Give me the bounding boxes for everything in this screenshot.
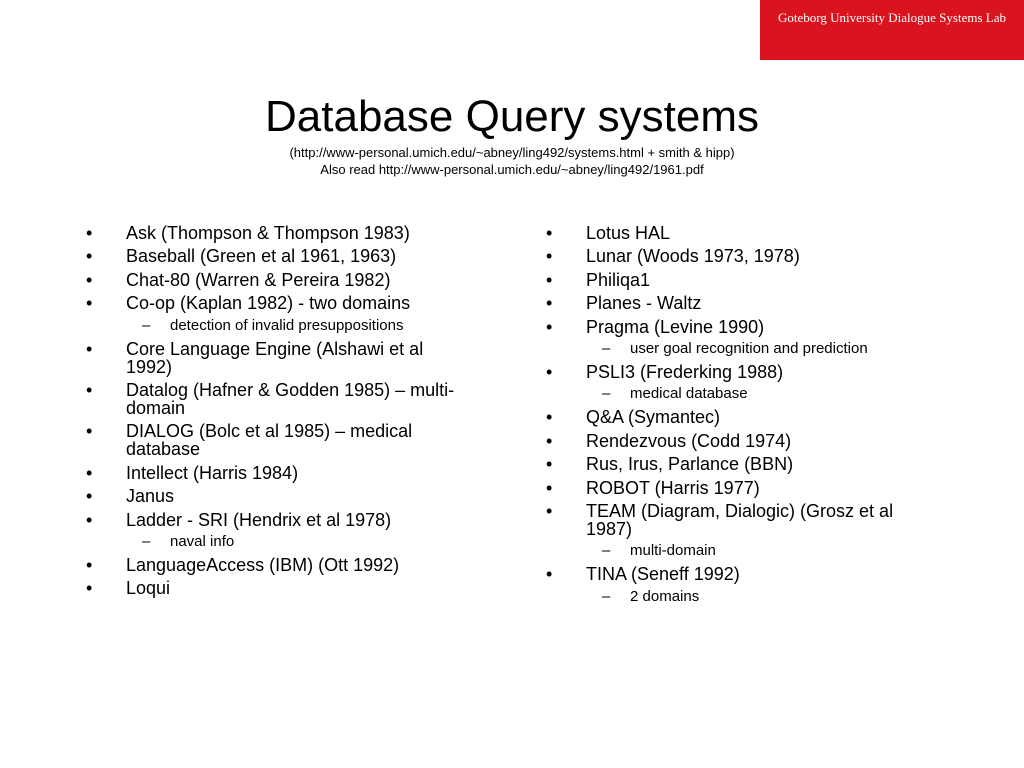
list-item (546, 479, 926, 497)
subtitle-line-1: (http://www-personal.umich.edu/~abney/ling492/systems.html + smith & hipp) (289, 145, 735, 160)
list-item-text: Planes - Waltz (586, 293, 702, 314)
sub-list-item (546, 589, 926, 605)
list-item (86, 294, 466, 312)
sub-list-item-text: naval info (170, 532, 235, 550)
sub-list-item (546, 386, 926, 402)
sub-list-item-text: 2 domains (630, 587, 700, 605)
bullet-icon: • (546, 361, 553, 382)
dash-icon: – (142, 316, 151, 334)
dash-icon: – (602, 587, 611, 605)
list-item-text: Rus, Irus, Parlance (BBN) (586, 454, 794, 475)
bullet-icon: • (86, 223, 93, 243)
list-item (546, 271, 926, 289)
list-item (86, 464, 466, 482)
bullet-icon: • (86, 421, 93, 442)
list-item-text: Chat-80 (Warren & Pereira 1982) (126, 269, 391, 290)
list-item (546, 363, 926, 381)
list-item (86, 271, 466, 289)
bullet-icon: • (546, 223, 553, 243)
list-item-text: Co-op (Kaplan 1982) - two domains (126, 293, 411, 314)
dash-icon: – (602, 542, 611, 560)
bullet-icon: • (546, 293, 553, 314)
list-item (546, 502, 926, 538)
list-item-text: Ladder - SRI (Hendrix et al 1978) (126, 509, 392, 530)
list-item (86, 579, 466, 597)
bullet-icon: • (86, 509, 93, 530)
list-item-text: Janus (126, 486, 175, 507)
bullet-icon: • (546, 477, 553, 498)
list-item (546, 224, 926, 242)
list-item (546, 408, 926, 426)
bullet-icon: • (546, 500, 553, 521)
list-item-text: Pragma (Levine 1990) (586, 316, 765, 337)
bullet-icon: • (86, 554, 93, 575)
bullet-icon: • (86, 578, 93, 599)
dash-icon: – (602, 385, 611, 403)
list-item (546, 432, 926, 450)
bullet-icon: • (546, 407, 553, 428)
list-item-text: Loqui (126, 578, 171, 599)
list-item (546, 318, 926, 336)
list-item-text: Lunar (Woods 1973, 1978) (586, 246, 800, 267)
bullet-icon: • (546, 564, 553, 585)
list-item (546, 565, 926, 583)
bullet-icon: • (546, 430, 553, 451)
list-item-text: Lotus HAL (586, 223, 671, 243)
bullet-icon: • (86, 293, 93, 314)
bullet-icon: • (86, 246, 93, 267)
list-item (546, 294, 926, 312)
list-item-text: Core Language Engine (Alshawi et al 1992) (126, 338, 424, 377)
bullet-icon: • (546, 246, 553, 267)
list-item-text: Rendezvous (Codd 1974) (586, 430, 792, 451)
list-item (86, 511, 466, 529)
slide-title: Database Query systems (265, 92, 759, 141)
list-item-text: TINA (Seneff 1992) (586, 564, 740, 585)
bullet-icon: • (86, 462, 93, 483)
list-item (546, 455, 926, 473)
sub-list-item (86, 318, 466, 334)
sub-list-item-text: user goal recognition and prediction (630, 339, 868, 357)
list-item (546, 247, 926, 265)
right-system-list (546, 224, 926, 611)
bullet-icon: • (86, 379, 93, 400)
sub-list-item (546, 543, 926, 559)
list-item (86, 224, 466, 242)
list-item-text: Philiqa1 (586, 269, 651, 290)
list-item-text: Ask (Thompson & Thompson 1983) (126, 223, 410, 243)
bullet-icon: • (546, 269, 553, 290)
list-item-text: DIALOG (Bolc et al 1985) – medical database (126, 421, 413, 460)
list-item-text: Datalog (Hafner & Godden 1985) – multi-domain (126, 379, 455, 418)
list-item (86, 487, 466, 505)
bullet-icon: • (546, 454, 553, 475)
lab-badge-text: Goteborg University Dialogue Systems Lab (778, 10, 1006, 25)
list-item (86, 422, 466, 458)
list-item (86, 556, 466, 574)
bullet-icon: • (546, 316, 553, 337)
list-item-text: TEAM (Diagram, Dialogic) (Grosz et al 1987) (586, 500, 894, 539)
list-item-text: Baseball (Green et al 1961, 1963) (126, 246, 397, 267)
bullet-icon: • (86, 338, 93, 359)
lab-badge (760, 0, 1024, 60)
dash-icon: – (602, 339, 611, 357)
left-system-list (86, 224, 466, 603)
subtitle-line-2: Also read http://www-personal.umich.edu/~abney/ling492/1961.pdf (320, 162, 704, 177)
list-item-text: LanguageAccess (IBM) (Ott 1992) (126, 554, 400, 575)
list-item-text: PSLI3 (Frederking 1988) (586, 361, 784, 382)
sub-list-item-text: multi-domain (630, 542, 716, 560)
list-item (86, 381, 466, 417)
sub-list-item (546, 341, 926, 357)
sub-list-item-text: medical database (630, 385, 748, 403)
sub-list-item-text: detection of invalid presuppositions (170, 316, 404, 334)
list-item-text: ROBOT (Harris 1977) (586, 477, 760, 498)
list-item (86, 340, 466, 376)
slide-subtitle (0, 144, 1024, 178)
bullet-icon: • (86, 269, 93, 290)
list-item-text: Intellect (Harris 1984) (126, 462, 299, 483)
bullet-icon: • (86, 486, 93, 507)
list-item-text: Q&A (Symantec) (586, 407, 721, 428)
dash-icon: – (142, 532, 151, 550)
list-item (86, 247, 466, 265)
sub-list-item (86, 534, 466, 550)
